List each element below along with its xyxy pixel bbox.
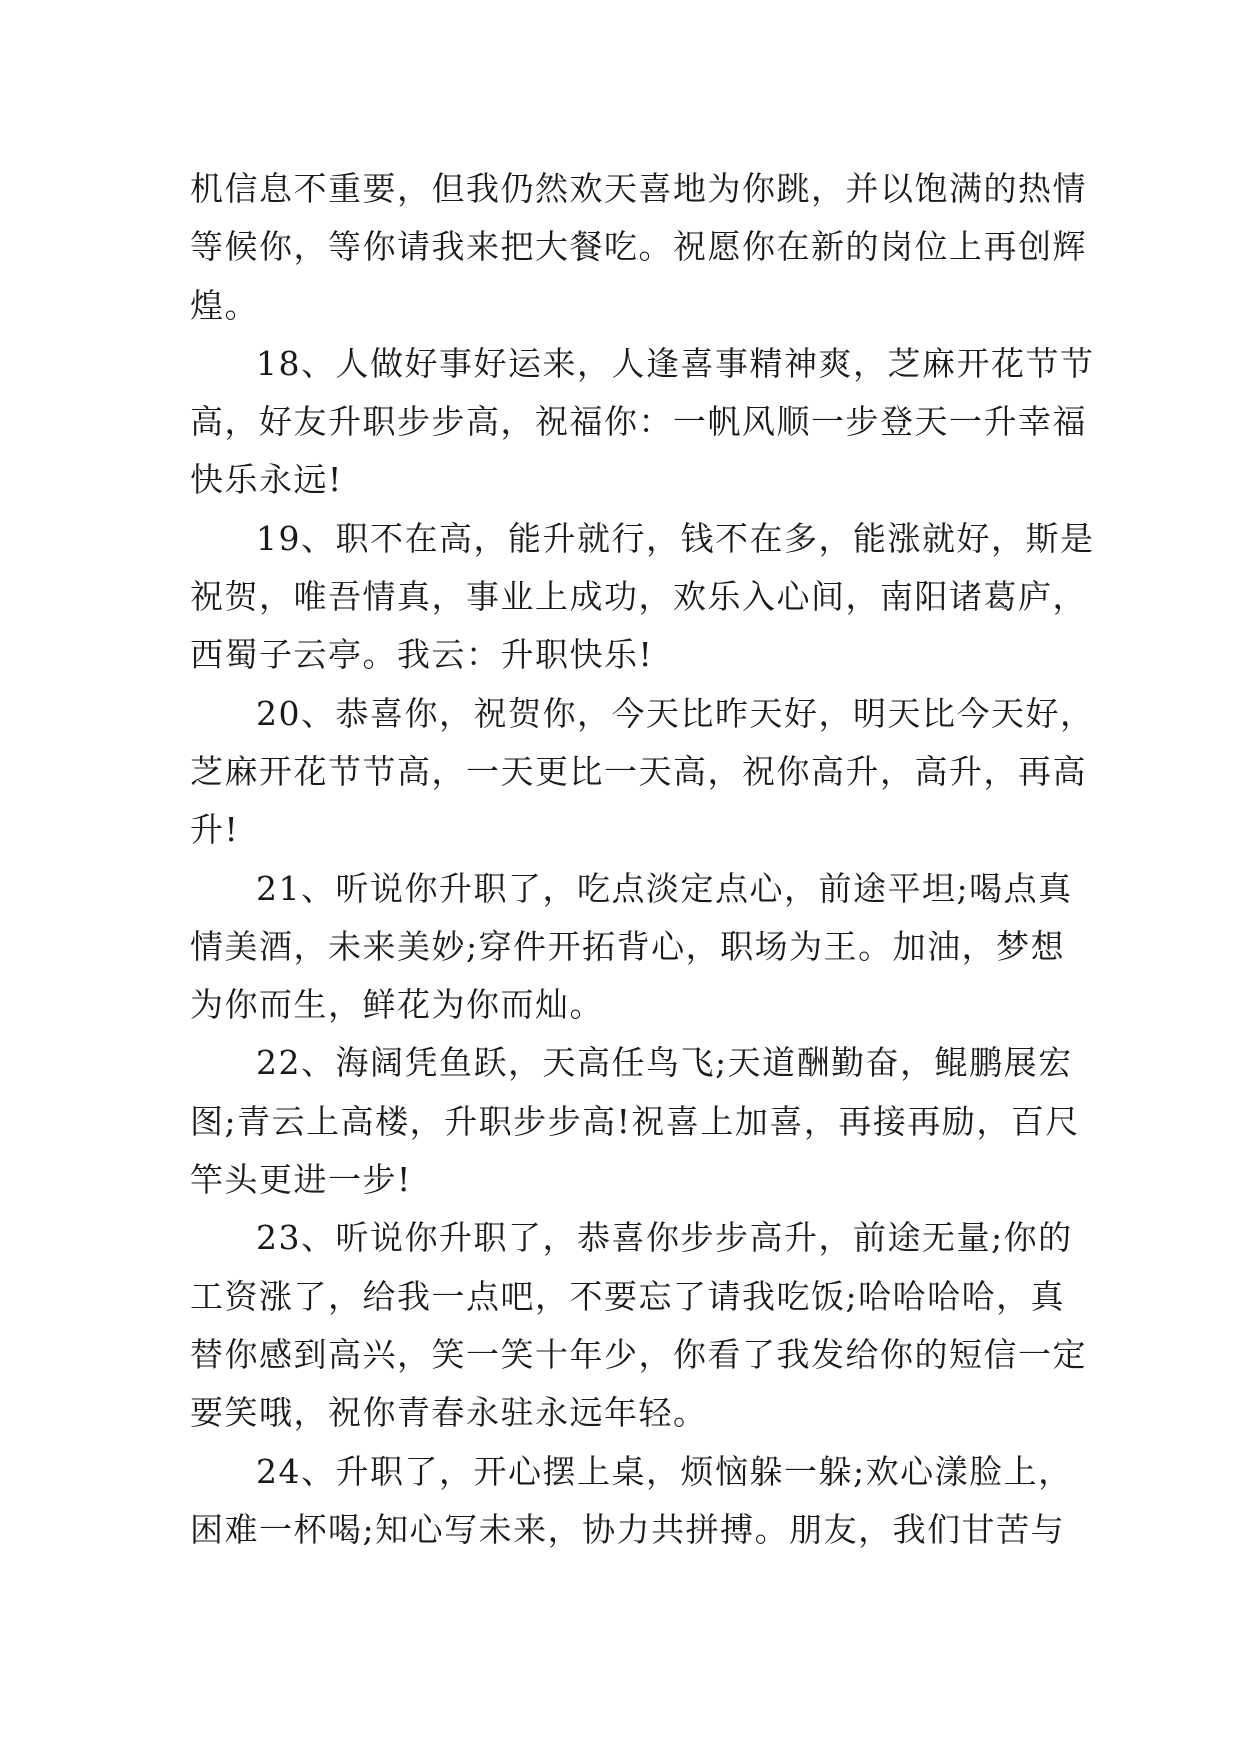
- text-line: 替你感到高兴，笑一笑十年少，你看了我发给你的短信一定: [190, 1334, 1087, 1374]
- text-line: 要笑哦，祝你青春永驻永远年轻。: [190, 1393, 708, 1433]
- text-line: 快乐永远!: [190, 460, 343, 500]
- text-line: 高，好友升职步步高，祝福你：一帆风顺一步登天一升幸福: [190, 402, 1087, 442]
- text-line: 工资涨了，给我一点吧，不要忘了请我吃饭;哈哈哈哈，真: [190, 1276, 1066, 1316]
- text-line: 困难一杯喝;知心写未来，协力共拼搏。朋友，我们甘苦与: [190, 1509, 1066, 1549]
- paragraph-19-start: 19、职不在高，能升就行，钱不在多，能涨就好，斯是: [256, 518, 1095, 558]
- text-line: 芝麻开花节节高，一天更比一天高，祝你高升，高升，再高: [190, 751, 1087, 791]
- paragraph-18-start: 18、人做好事好运来，人逢喜事精神爽，芝麻开花节节: [256, 343, 1095, 383]
- document-body: [190, 160, 1095, 1559]
- text-line: 图;青云上高楼，升职步步高!祝喜上加喜，再接再励，百尺: [190, 1101, 1080, 1141]
- paragraph-22-start: 22、海阔凭鱼跃，天高任鸟飞;天道酬勤奋，鲲鹏展宏: [256, 1043, 1073, 1083]
- paragraph-24-start: 24、升职了，开心摆上桌，烦恼躲一躲;欢心漾脸上，: [256, 1451, 1073, 1491]
- text-line: 竿头更进一步!: [190, 1160, 412, 1200]
- text-line: 西蜀子云亭。我云：升职快乐!: [190, 635, 654, 675]
- text-line: 情美酒，未来美妙;穿件开拓背心，职场为王。加油，梦想: [190, 926, 1066, 966]
- text-line: 机信息不重要，但我仍然欢天喜地为你跳，并以饱满的热情: [190, 169, 1087, 208]
- paragraph-23-start: 23、听说你升职了，恭喜你步步高升，前途无量;你的: [256, 1218, 1073, 1258]
- text-line: 升!: [190, 810, 240, 850]
- text-line: 为你而生，鲜花为你而灿。: [190, 985, 604, 1025]
- text-line: 煌。: [190, 285, 259, 325]
- paragraph-21-start: 21、听说你升职了，吃点淡定点心，前途平坦;喝点真: [256, 868, 1073, 908]
- paragraph-20-start: 20、恭喜你，祝贺你，今天比昨天好，明天比今天好，: [256, 693, 1095, 733]
- text-line: 祝贺，唯吾情真，事业上成功，欢乐入心间，南阳诸葛庐，: [190, 577, 1087, 617]
- text-line: 等候你，等你请我来把大餐吃。祝愿你在新的岗位上再创辉: [190, 227, 1087, 267]
